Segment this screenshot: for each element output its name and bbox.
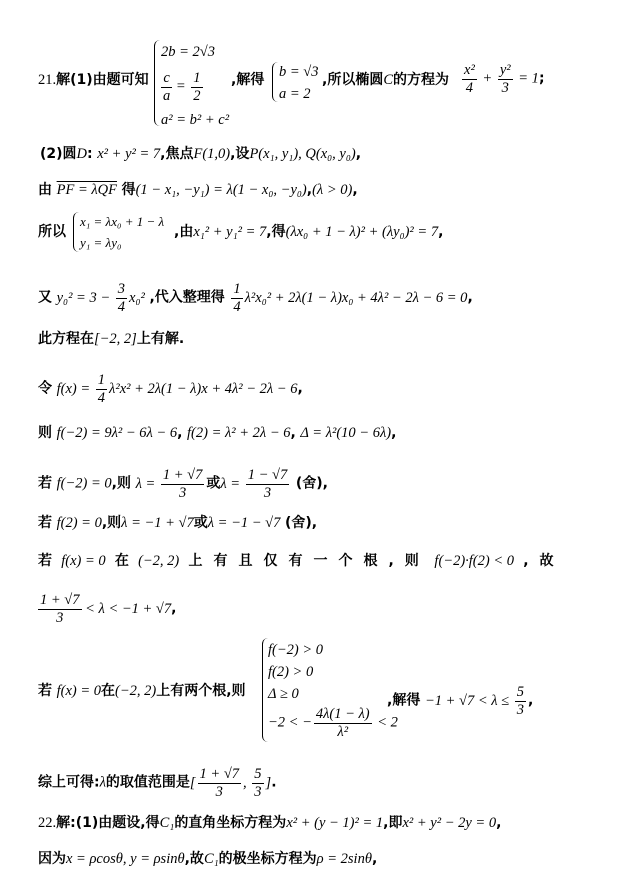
q21-line7 — [38, 372, 303, 406]
text: 的极坐标方程为 — [218, 851, 317, 867]
text: 在 — [101, 683, 116, 699]
punct: , — [467, 289, 473, 306]
q21-line3 — [38, 183, 358, 198]
condition: f(x) = 0 — [61, 553, 106, 569]
y0-squared: y₀² = 3 − $\frac{3}{4}$ x₀² — [56, 281, 145, 315]
equation-2b: 2b = 2√3 — [161, 44, 215, 60]
text: (2)圆 — [40, 146, 77, 162]
punct: ; — [538, 70, 545, 87]
text: 解(1)由题可知 — [56, 72, 149, 88]
circle-condition: x₁² + y₁² = 7 — [193, 224, 267, 240]
punct: , — [297, 380, 303, 397]
function-f: f(x) = $\frac{1}{4}$ λ²x² + 2λ(1 − λ)x + 4λ² − 2λ − 6 — [56, 372, 298, 406]
text: 或 — [206, 475, 221, 492]
punct: , — [528, 692, 534, 709]
q21-line9 — [38, 467, 328, 501]
interval: [−2, 2] — [94, 331, 137, 347]
q21-line2 — [40, 147, 361, 162]
condition: f(−2) = 0 — [56, 475, 112, 492]
interval: (−2, 2) — [138, 553, 180, 569]
polar-equation: ρ = 2sinθ — [316, 851, 372, 867]
q21-line13 — [38, 684, 246, 699]
punct: , — [496, 815, 502, 831]
text: 上有解. — [136, 331, 185, 347]
vector-equation: PF = λQF — [56, 182, 117, 198]
text: ,故 — [184, 851, 204, 867]
q22-line1 — [38, 816, 501, 831]
result-a: a = 2 — [279, 86, 311, 102]
solution-1: λ = −1 + √7 — [121, 515, 194, 531]
text: 若 — [38, 553, 52, 569]
text: 或 — [193, 515, 208, 531]
text: ,所以椭圆 — [322, 72, 384, 88]
quadratic-equation: $\frac{1}{4}$ λ²x₀² + 2λ(1 − λ)x₀ + 4λ² − 2λ − 6 = 0 — [233, 281, 468, 315]
curve-c: C — [383, 72, 393, 88]
cond-f-2: f(2) > 0 — [268, 664, 314, 680]
points-pq: P(x₁, y₁), Q(x₀, y₀) — [249, 146, 356, 162]
curve-c1: C₁ — [159, 815, 175, 831]
text: 若 — [38, 515, 52, 531]
punct: , — [355, 146, 362, 162]
substitution-brace — [73, 212, 79, 252]
punct: , — [391, 425, 397, 441]
text: , — [306, 182, 313, 198]
ellipse-equation: $\frac{\text{x²}}{4}$ + $\frac{\text{y²}}{3}$ = 1; — [464, 62, 545, 96]
text: 的取值范围是 — [105, 774, 190, 791]
f-minus-2: f(−2) = 9λ² − 6λ − 6 — [56, 425, 178, 441]
punct: , — [438, 224, 444, 240]
q21-line4-rest — [174, 225, 443, 240]
punct: , — [290, 425, 296, 441]
cond-discriminant: Δ ≥ 0 — [268, 686, 299, 702]
lambda-range-two-roots: −1 + √7 < λ ≤ $\frac{5}{3}$ — [424, 684, 524, 718]
condition: f(x) = 0 — [56, 683, 102, 699]
text: 解:(1)由题设,得 — [56, 815, 160, 831]
circle-d: D — [76, 146, 88, 162]
text: ,解得 — [387, 692, 421, 709]
q21-line12 — [38, 592, 176, 626]
text: ,则 — [111, 475, 131, 492]
final-range: [ $\frac{1 + √7}{3}$ , $\frac{5}{3}$ ] — [189, 766, 272, 800]
lambda: λ — [99, 774, 106, 791]
text: ,代入整理得 — [149, 289, 225, 306]
polar-conversion: x = ρcosθ, y = ρsinθ — [66, 851, 185, 867]
interval: (−2, 2) — [115, 683, 157, 699]
f-2: f(2) = λ² + 2λ − 6 — [187, 425, 291, 441]
discriminant: Δ = λ²(10 − 6λ) — [300, 425, 392, 441]
condition: f(2) = 0 — [56, 515, 102, 531]
q22-line2 — [38, 852, 377, 867]
text: (舍), — [295, 475, 328, 492]
q21-part1-line — [38, 73, 149, 88]
punct: , — [371, 851, 378, 867]
text: ,焦点 — [160, 146, 194, 162]
cond-f-minus-2: f(−2) > 0 — [268, 642, 324, 658]
equation-abc: a² = b² + c² — [161, 112, 230, 128]
text: 令 — [38, 380, 52, 397]
curve-c1: C₁ — [203, 851, 219, 867]
solution-1: λ = $\frac{1 + √7}{3}$ — [135, 467, 203, 501]
q21-part1-rest — [231, 73, 264, 88]
text: 若 — [38, 683, 52, 699]
q21-line13-result — [387, 684, 533, 718]
problem-number: 22. — [38, 815, 57, 831]
punct: , — [177, 425, 183, 441]
text: ,由 — [174, 224, 194, 240]
lambda-range-one-root: $\frac{1 + √7}{3}$ < λ < −1 + √7 — [40, 592, 172, 626]
solution-2: λ = −1 − √7 — [207, 515, 281, 531]
text: 所以 — [38, 224, 66, 240]
text: ,得 — [266, 224, 286, 240]
text: 的直角坐标方程为 — [174, 815, 287, 831]
text: 因为 — [38, 851, 66, 867]
lambda-condition: (λ > 0) — [312, 182, 353, 198]
derived-equation: (λx₀ + 1 − λ)² + (λy₀)² = 7 — [285, 224, 439, 240]
text: 若 — [38, 475, 52, 492]
cond-axis: −2 < − $\frac{4\lambda(1 - \lambda)}{\text{λ²}}$ < 2 — [268, 706, 398, 740]
text: 综上可得: — [38, 774, 100, 791]
text: ,解得 — [231, 72, 265, 88]
system-brace — [154, 40, 161, 126]
text: 又 — [38, 289, 52, 306]
text: 得 — [121, 182, 136, 198]
expanded-equation: x² + y² − 2y = 0 — [402, 815, 497, 831]
punct: . — [271, 774, 277, 791]
text: 上有且仅有一个根,则 — [188, 553, 430, 569]
y1-expression: y₁ = λy₀ — [80, 235, 122, 250]
solution-2: λ = $\frac{1 - √7}{3}$ — [220, 467, 288, 501]
text: 则 — [38, 425, 52, 441]
punct: , — [352, 182, 358, 198]
punct: , — [171, 600, 177, 617]
sign-condition: f(−2)·f(2) < 0 — [434, 553, 514, 569]
q21-line8 — [38, 426, 396, 441]
q21-part1-end — [322, 73, 449, 88]
text: ,设 — [230, 146, 250, 162]
result-brace — [272, 62, 278, 102]
focus-point: F(1,0) — [193, 146, 231, 162]
circle-equation: x² + y² = 7 — [97, 146, 161, 162]
q21-line6 — [38, 332, 184, 347]
q21-line14 — [38, 766, 277, 800]
text: 上有两个根,则 — [156, 683, 246, 699]
text: ,即 — [383, 815, 403, 831]
q21-line10 — [38, 516, 317, 531]
text: (舍), — [284, 515, 318, 531]
text: : — [87, 146, 93, 162]
result-b: b = √3 — [279, 64, 319, 80]
cartesian-equation: x² + (y − 1)² = 1 — [286, 815, 384, 831]
q21-line11 — [38, 554, 565, 569]
text: 此方程在 — [38, 331, 94, 347]
text: ,故 — [523, 553, 565, 569]
text: 由 — [38, 182, 52, 198]
text: ,则 — [101, 515, 122, 531]
text: 在 — [114, 553, 129, 569]
equation-ca: $\frac{c}{a}$ = $\frac{1}{2}$ — [163, 70, 201, 104]
q21-line4 — [38, 225, 66, 240]
coordinate-equation: (1 − x₁, −y₁) = λ(1 − x₀, −y₀) — [135, 182, 307, 198]
text: 的方程为 — [393, 72, 449, 88]
q21-line5 — [38, 281, 473, 315]
problem-number: 21. — [38, 72, 57, 88]
x1-expression: x₁ = λx₀ + 1 − λ — [80, 214, 165, 229]
